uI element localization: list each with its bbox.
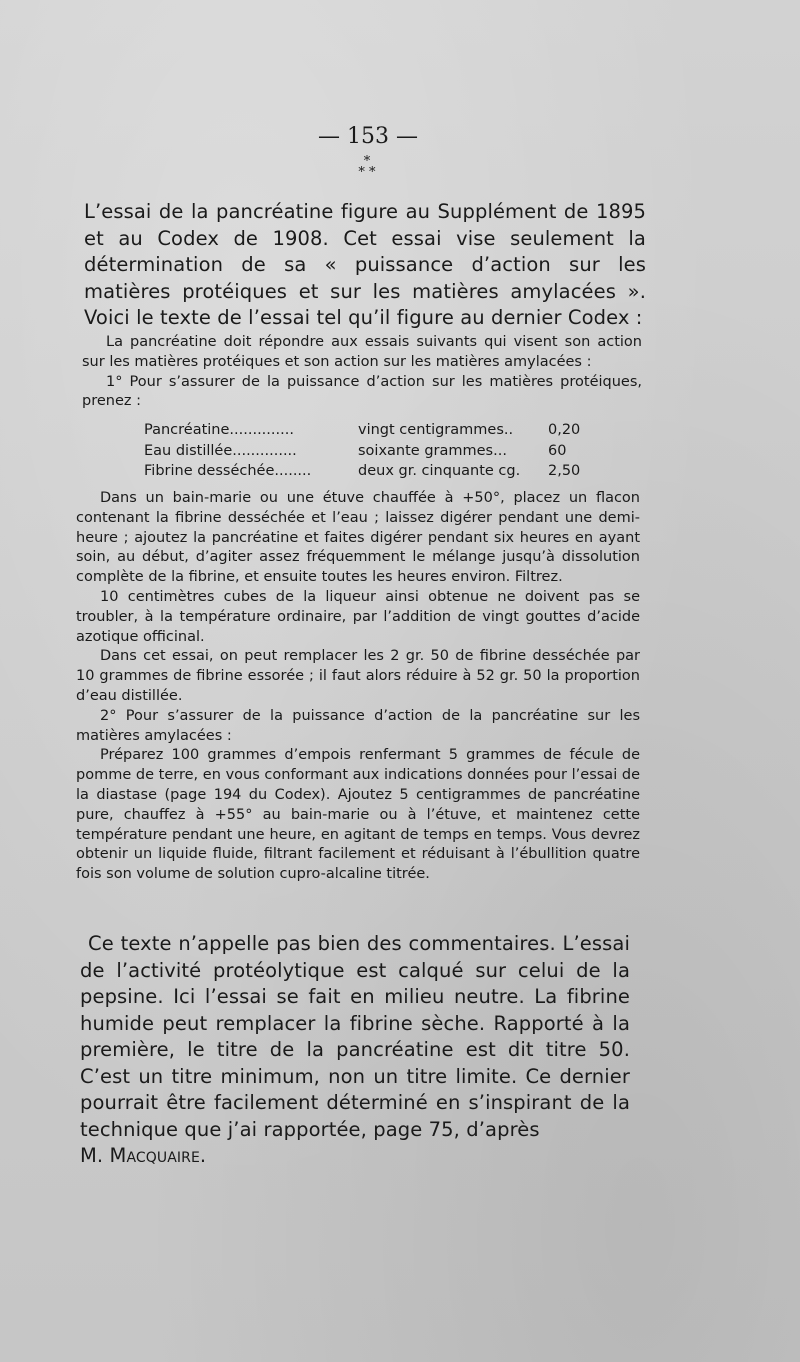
recipe-quantity: vingt centigrammes.. xyxy=(358,422,514,438)
asterism-ornament xyxy=(352,156,382,188)
closing-paragraph xyxy=(80,931,630,1170)
closing-text xyxy=(80,931,630,1170)
intro-paragraph xyxy=(84,199,646,332)
recipe-quantity: deux gr. cinquante cg. xyxy=(358,463,521,479)
recipe-item: Eau distillée.............. xyxy=(144,442,297,459)
recipe-row xyxy=(144,420,604,441)
closing-body: Ce texte n’appelle pas bien des commentaires. L’essai de l’activité protéolytique est calqué sur celui de la pepsine. Ici l’essai se fait en milieu neutre. La fibrine humide peut remplacer la fibrine sèche. Rapporté à la première, le titre de la pancréatine est dit titre 50. C’est un titre minimum, non un titre limite. Ce dernier pourrait être facilement déterminé en s’inspirant de la technique que j’ai rapportée, page 75, d’après xyxy=(80,932,630,1141)
codex-quote-header xyxy=(82,333,642,412)
recipe-row xyxy=(144,461,604,482)
codex-paragraph-6: 2° Pour s’assurer de la puissance d’action de la pancréatine sur les matières amylacées : xyxy=(76,707,640,744)
recipe-row xyxy=(144,441,604,462)
codex-paragraph-7: Préparez 100 grammes d’empois renfermant 5 grammes de fécule de pomme de terre, en vous conformant aux indications données pour l’essai de la diastase (page 194 du Codex). Ajoutez 5 centigrammes de pancréatine pure, chauffez à +55° au bain-marie ou à l’étuve, et maintenez cette température pendant une heure, en agitant de temps en temps. Vous devrez obtenir un liquide fluide, filtrant facilement et réduisant à l’ébullition quatre fois son volume de solution cupro-alcaline titrée. xyxy=(76,747,640,883)
codex-paragraph-2: 1° Pour s’assurer de la puissance d’action sur les matières protéiques, prenez : xyxy=(82,373,642,410)
recipe-value: 0,20 xyxy=(548,422,581,438)
author-name: M. Macquaire. xyxy=(80,1144,207,1167)
codex-paragraph-1: La pancréatine doit répondre aux essais suivants qui visent son action sur les matières protéiques et son action sur les matières amylacées : xyxy=(82,334,642,370)
codex-paragraph-4: 10 centimètres cubes de la liqueur ainsi obtenue ne doivent pas se troubler, à la température ordinaire, par l’addition de vingt gouttes d’acide azotique officinal. xyxy=(76,588,640,645)
asterism-bottom: * * xyxy=(358,165,376,180)
recipe-value: 2,50 xyxy=(548,463,581,479)
page-number: — 153 — xyxy=(318,124,418,149)
recipe-value: 60 xyxy=(548,442,567,459)
recipe-item: Pancréatine.............. xyxy=(144,422,294,438)
asterism-top: * xyxy=(363,154,371,169)
intro-text: L’essai de la pancréatine figure au Supplément de 1895 et au Codex de 1908. Cet essai vise seulement la détermination de sa « puissance d’action sur les matières protéiques et sur les matières amylacées ». Voici le texte de l’essai tel qu’il figure au dernier Codex : xyxy=(84,200,646,329)
recipe-table xyxy=(144,420,604,482)
recipe-quantity: soixante grammes... xyxy=(358,442,507,459)
codex-paragraph-5: Dans cet essai, on peut remplacer les 2 gr. 50 de fibrine desséchée par 10 grammes de fibrine essorée ; il faut alors réduire à 52 gr. 50 la proportion d’eau distillée. xyxy=(76,648,640,704)
codex-paragraph-3: Dans un bain-marie ou une étuve chauffée à +50°, placez un flacon contenant la fibrine desséchée et l’eau ; laissez digérer pendant une demi-heure ; ajoutez la pancréatine et faites digérer pendant six heures en ayant soin, au début, d’agiter assez fréquemment le mélange jusqu’à dissolution complète de la fibrine, et ensuite toutes les heures environ. Filtrez. xyxy=(76,490,640,586)
recipe-item: Fibrine desséchée........ xyxy=(144,463,312,479)
codex-quote-body xyxy=(76,489,640,885)
